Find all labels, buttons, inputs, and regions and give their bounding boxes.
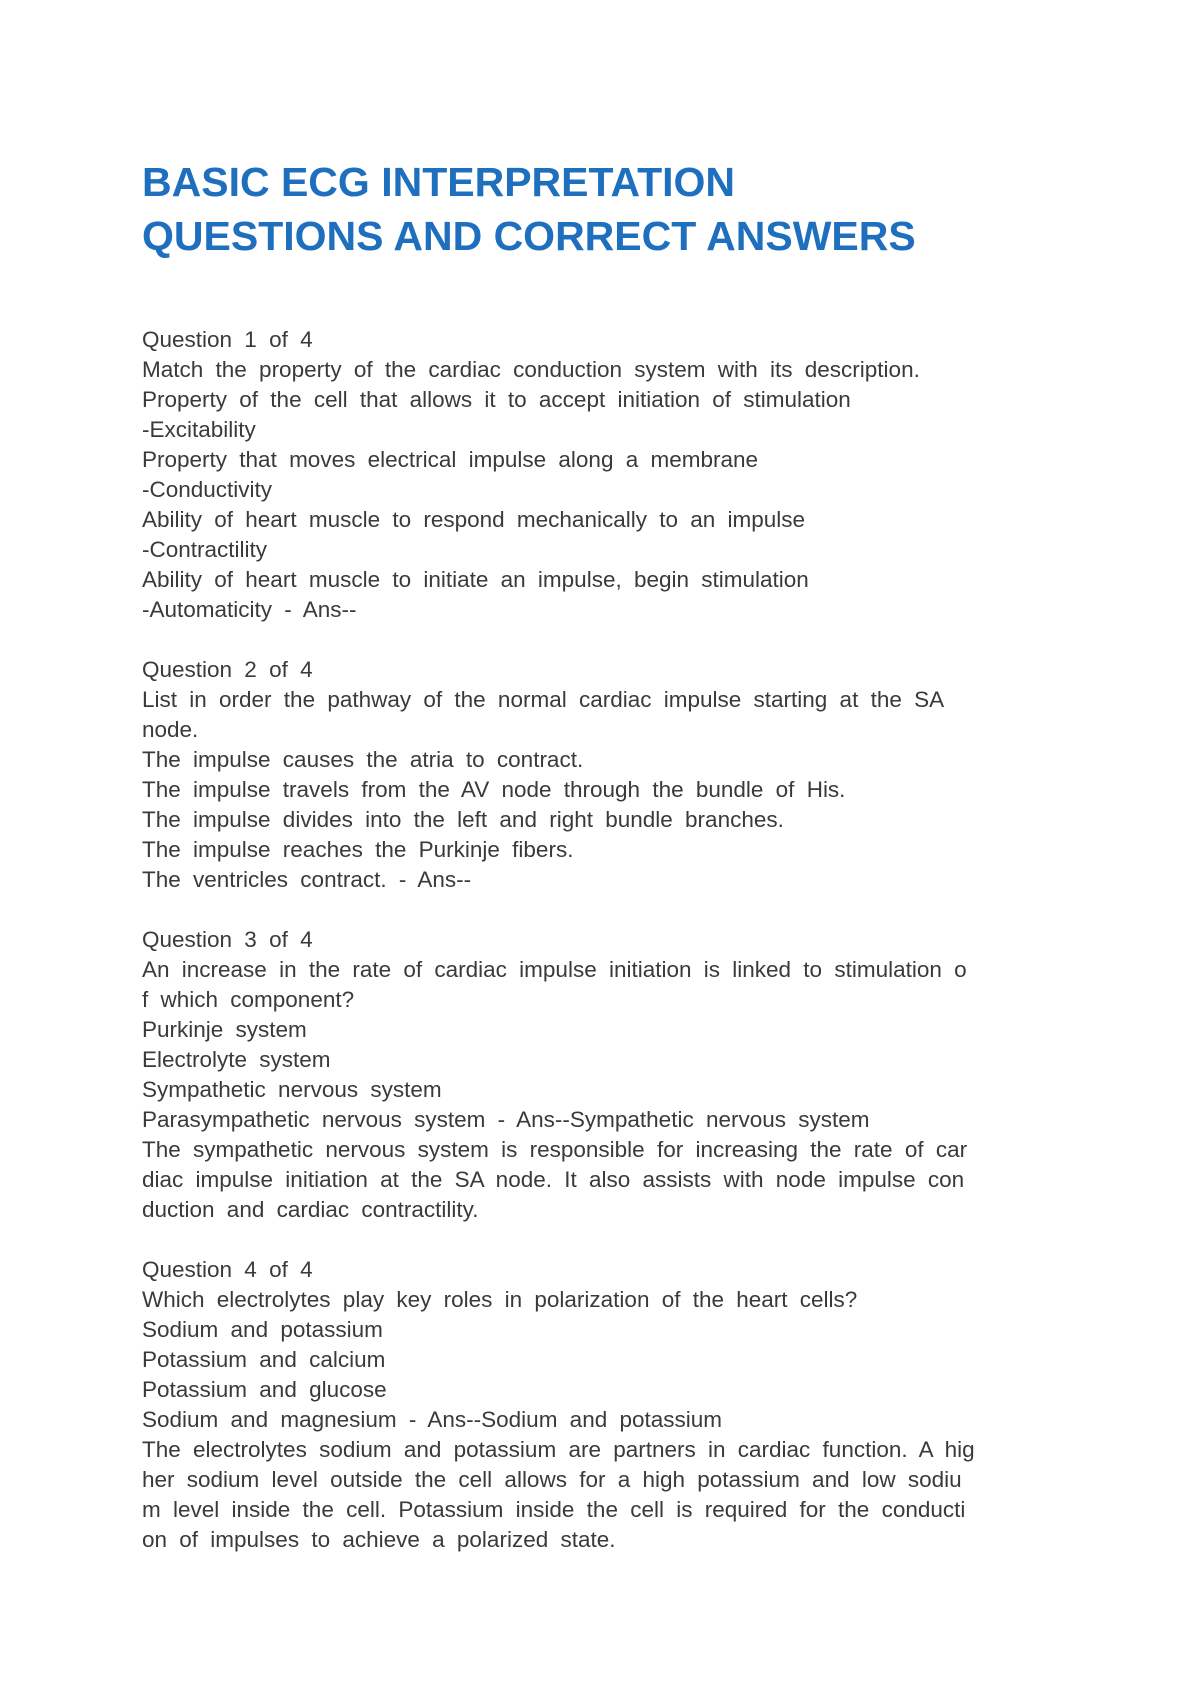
question-3-option: Purkinje system	[142, 1017, 307, 1042]
question-3	[142, 925, 1082, 1225]
question-3-explanation: duction and cardiac contractility.	[142, 1197, 479, 1222]
question-1-answer: -Automaticity - Ans--	[142, 597, 357, 622]
question-3-line: f which component?	[142, 987, 355, 1012]
question-3-explanation: diac impulse initiation at the SA node. It also assists with node impulse con	[142, 1167, 965, 1192]
question-1-line: Ability of heart muscle to respond mechanically to an impulse	[142, 507, 806, 532]
question-2-heading: Question 2 of 4	[142, 657, 313, 682]
title-line: QUESTIONS AND CORRECT ANSWERS	[142, 213, 916, 259]
question-2-line: The impulse divides into the left and right bundle branches.	[142, 807, 784, 832]
question-1-line: Property of the cell that allows it to accept initiation of stimulation	[142, 387, 851, 412]
question-1-line: Ability of heart muscle to initiate an impulse, begin stimulation	[142, 567, 809, 592]
question-1-line: -Excitability	[142, 417, 256, 442]
question-2-answer: The ventricles contract. - Ans--	[142, 867, 472, 892]
question-4-option: Potassium and glucose	[142, 1377, 387, 1402]
title-line: BASIC ECG INTERPRETATION	[142, 159, 735, 205]
question-3-option: Sympathetic nervous system	[142, 1077, 442, 1102]
question-4-option: Potassium and calcium	[142, 1347, 386, 1372]
question-4-explanation: on of impulses to achieve a polarized state.	[142, 1527, 616, 1552]
question-2	[142, 655, 1082, 895]
question-1-line: -Contractility	[142, 537, 268, 562]
question-1-heading: Question 1 of 4	[142, 327, 313, 352]
question-3-prompt: An increase in the rate of cardiac impulse initiation is linked to stimulation o	[142, 957, 967, 982]
question-1-line: -Conductivity	[142, 477, 273, 502]
questions-content	[142, 325, 1082, 1585]
question-1	[142, 325, 1082, 625]
question-3-option: Electrolyte system	[142, 1047, 331, 1072]
question-2-line: The impulse reaches the Purkinje fibers.	[142, 837, 574, 862]
question-1-prompt: Match the property of the cardiac conduction system with its description.	[142, 357, 920, 382]
question-3-answer: Parasympathetic nervous system - Ans--Sympathetic nervous system	[142, 1107, 870, 1132]
question-2-prompt: List in order the pathway of the normal cardiac impulse starting at the SA	[142, 687, 945, 712]
question-4-option: Sodium and potassium	[142, 1317, 383, 1342]
document-title	[142, 155, 1102, 263]
question-4	[142, 1255, 1082, 1555]
question-4-explanation: m level inside the cell. Potassium inside the cell is required for the conducti	[142, 1497, 966, 1522]
question-4-answer: Sodium and magnesium - Ans--Sodium and potassium	[142, 1407, 723, 1432]
question-4-heading: Question 4 of 4	[142, 1257, 313, 1282]
question-4-prompt: Which electrolytes play key roles in polarization of the heart cells?	[142, 1287, 858, 1312]
question-2-line: node.	[142, 717, 199, 742]
question-2-line: The impulse travels from the AV node through the bundle of His.	[142, 777, 846, 802]
question-4-explanation: The electrolytes sodium and potassium are partners in cardiac function. A hig	[142, 1437, 975, 1462]
question-1-line: Property that moves electrical impulse along a membrane	[142, 447, 759, 472]
question-3-explanation: The sympathetic nervous system is responsible for increasing the rate of car	[142, 1137, 968, 1162]
question-2-line: The impulse causes the atria to contract.	[142, 747, 584, 772]
question-3-heading: Question 3 of 4	[142, 927, 313, 952]
question-4-explanation: her sodium level outside the cell allows for a high potassium and low sodiu	[142, 1467, 962, 1492]
